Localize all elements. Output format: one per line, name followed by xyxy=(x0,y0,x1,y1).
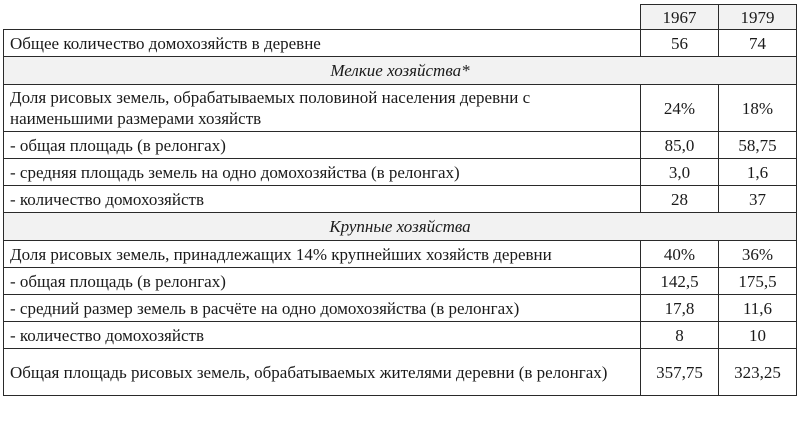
value-1979: 58,75 xyxy=(719,132,797,159)
table-row xyxy=(4,85,797,132)
value-1967: 56 xyxy=(641,30,719,57)
section-title: Мелкие хозяйства* xyxy=(4,57,797,85)
table-row-total-households xyxy=(4,30,797,57)
value-1979: 10 xyxy=(719,322,797,349)
table-row xyxy=(4,268,797,295)
table-row xyxy=(4,159,797,186)
header-year-1979: 1979 xyxy=(719,5,797,30)
section-row-small-farms xyxy=(4,57,797,85)
value-1979: 1,6 xyxy=(719,159,797,186)
table-row xyxy=(4,132,797,159)
value-1979: 37 xyxy=(719,186,797,213)
rice-land-table xyxy=(3,4,797,396)
row-label: - средняя площадь земель на одно домохозяйства (в релонгах) xyxy=(4,159,641,186)
value-1979: 36% xyxy=(719,241,797,268)
section-row-large-farms xyxy=(4,213,797,241)
row-label: - средний размер земель в расчёте на одно домохозяйства (в релонгах) xyxy=(4,295,641,322)
value-1967: 40% xyxy=(641,241,719,268)
value-1967: 3,0 xyxy=(641,159,719,186)
table-row xyxy=(4,186,797,213)
value-1967: 24% xyxy=(641,85,719,132)
value-1967: 142,5 xyxy=(641,268,719,295)
value-1967: 28 xyxy=(641,186,719,213)
row-label: - количество домохозяйств xyxy=(4,322,641,349)
row-label: - общая площадь (в релонгах) xyxy=(4,268,641,295)
value-1967: 85,0 xyxy=(641,132,719,159)
value-1967: 8 xyxy=(641,322,719,349)
value-1979: 323,25 xyxy=(719,349,797,396)
value-1979: 74 xyxy=(719,30,797,57)
table-row-total-area xyxy=(4,349,797,396)
row-label: Доля рисовых земель, принадлежащих 14% крупнейших хозяйств деревни xyxy=(4,241,641,268)
header-year-1967: 1967 xyxy=(641,5,719,30)
row-label: - количество домохозяйств xyxy=(4,186,641,213)
row-label: - общая площадь (в релонгах) xyxy=(4,132,641,159)
table-row xyxy=(4,295,797,322)
row-label: Доля рисовых земель, обрабатываемых половиной населения деревни с наименьшими размерами хозяйств xyxy=(4,85,641,132)
table-row xyxy=(4,322,797,349)
row-label: Общая площадь рисовых земель, обрабатываемых жителями деревни (в релонгах) xyxy=(4,349,641,396)
value-1979: 175,5 xyxy=(719,268,797,295)
table-row xyxy=(4,241,797,268)
value-1967: 357,75 xyxy=(641,349,719,396)
value-1967: 17,8 xyxy=(641,295,719,322)
value-1979: 11,6 xyxy=(719,295,797,322)
section-title: Крупные хозяйства xyxy=(4,213,797,241)
header-row xyxy=(4,5,797,30)
value-1979: 18% xyxy=(719,85,797,132)
header-blank-cell xyxy=(4,5,641,30)
row-label: Общее количество домохозяйств в деревне xyxy=(4,30,641,57)
